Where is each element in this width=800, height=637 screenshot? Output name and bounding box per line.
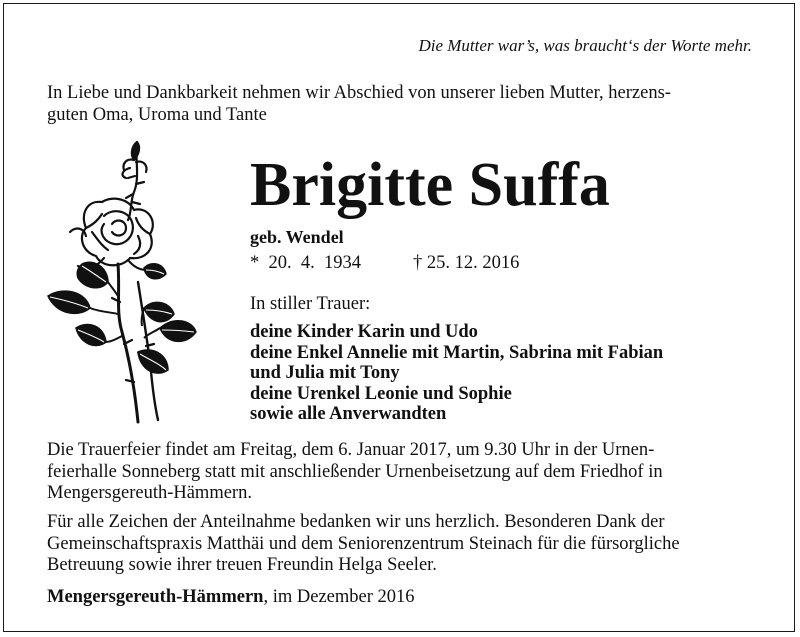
service-line: feierhalle Sonneberg statt mit anschließender Urnenbeisetzung auf dem Friedhof in (47, 461, 663, 482)
mourning-label: In stiller Trauer: (250, 294, 371, 314)
intro-line: In Liebe und Dankbarkeit nehmen wir Abschied von unserer lieben Mutter, herzens- (47, 83, 671, 103)
motto-quote: Die Mutter war’s, was braucht‘s der Worte mehr. (418, 36, 752, 55)
mourner-line: und Julia mit Tony (250, 363, 400, 383)
birth-date: * 20. 4. 1934 (250, 253, 361, 273)
intro-text (47, 82, 759, 126)
service-announcement (47, 440, 759, 505)
thanks-text (47, 512, 759, 577)
thanks-line: Gemeinschaftspraxis Matthäi und dem Seniorenzentrum Steinach für die fürsorgliche (47, 533, 680, 554)
mourners-list (250, 322, 663, 425)
intro-line: guten Oma, Uroma und Tante (47, 105, 267, 125)
signoff-date: , im Dezember 2016 (263, 587, 415, 607)
service-line: Die Trauerfeier findet am Freitag, dem 6. Januar 2017, um 9.30 Uhr in der Urnen- (47, 440, 655, 460)
thanks-line: Betreuung sowie ihrer treuen Freundin Helga Seeler. (47, 555, 437, 575)
mourner-line: deine Kinder Karin und Udo (250, 322, 478, 342)
mourner-line: deine Urenkel Leonie und Sophie (250, 383, 512, 404)
mourner-line: deine Enkel Annelie mit Martin, Sabrina mit Fabian (250, 342, 664, 363)
maiden-name: geb. Wendel (250, 227, 344, 247)
rose-leaf (144, 302, 174, 321)
signoff-place: Mengersgereuth-Hämmern (47, 587, 264, 607)
deceased-name: Brigitte Suffa (250, 151, 610, 219)
mourner-line: sowie alle Anverwandten (250, 404, 447, 424)
signoff (47, 587, 415, 608)
death-date: † 25. 12. 2016 (413, 253, 520, 273)
rose-leaf (77, 262, 108, 288)
thanks-line: Für alle Zeichen der Anteilnahme bedanken wir uns herzlich. Besonderen Dank der (47, 512, 665, 532)
service-line: Mengersgereuth-Hämmern. (47, 483, 252, 503)
rose-leaf (48, 291, 90, 313)
rose-illustration (42, 132, 197, 432)
